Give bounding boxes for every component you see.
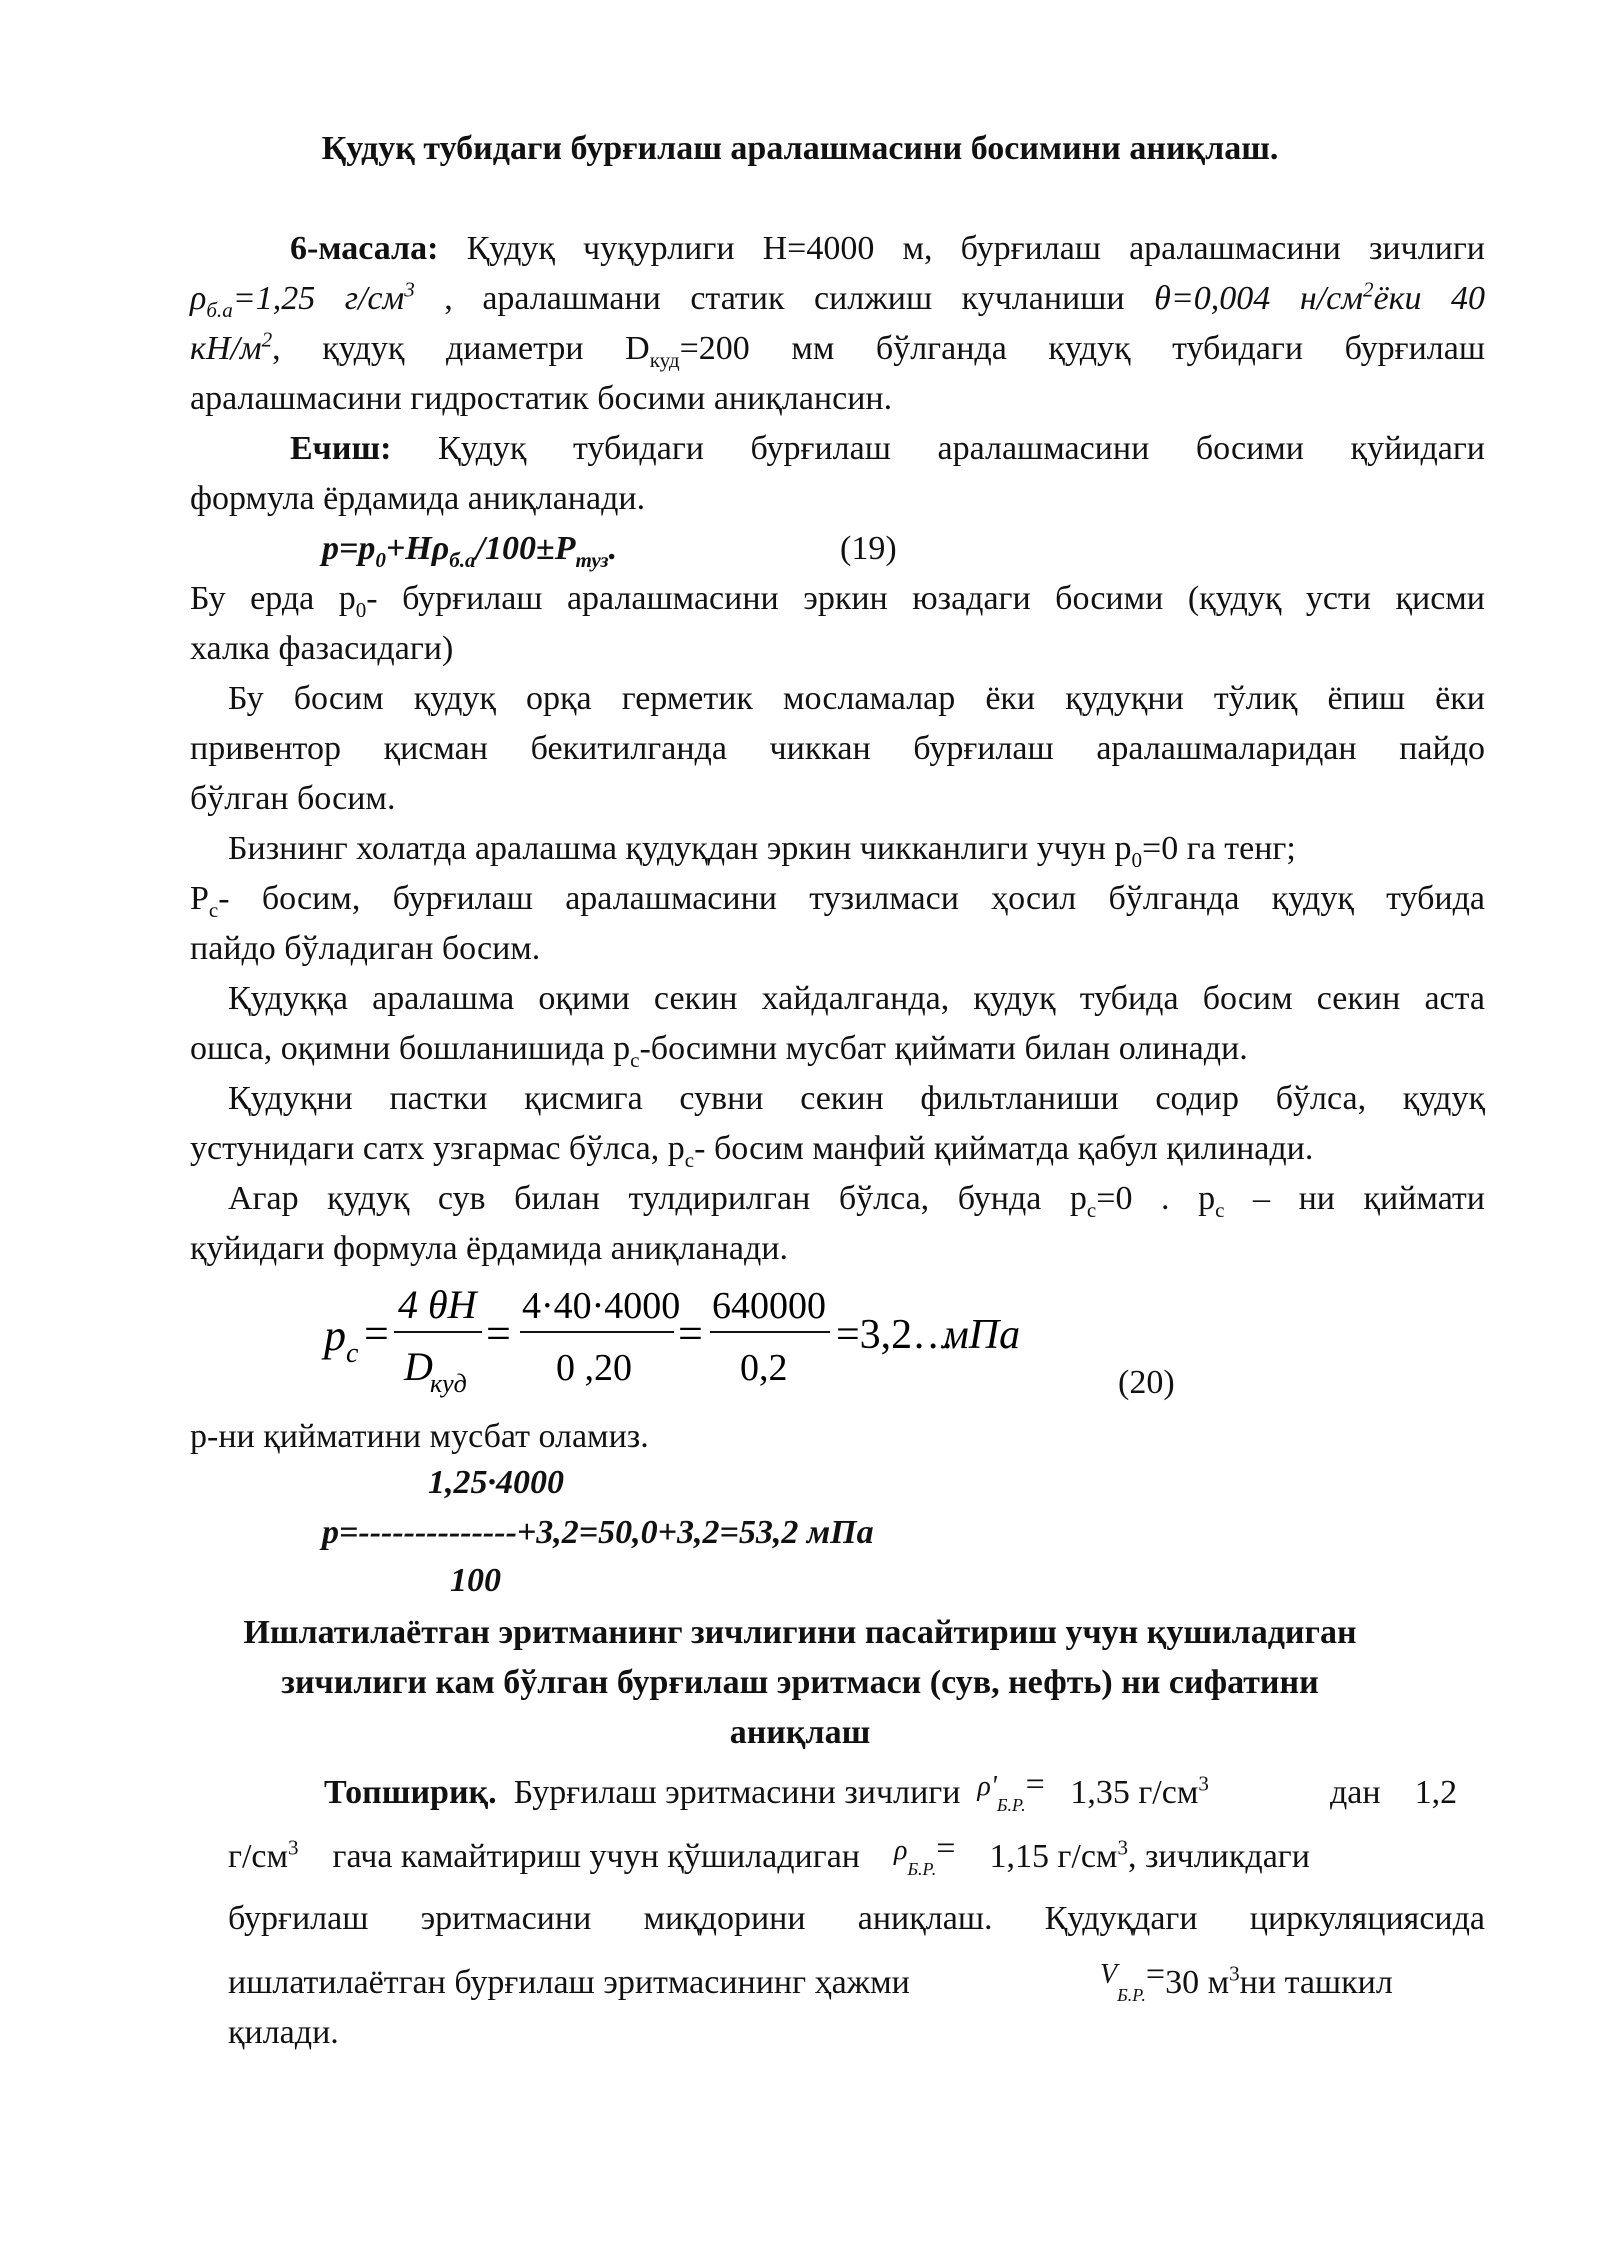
formula-19-number: (19): [840, 530, 897, 567]
f20-result: =3,2…: [836, 1312, 955, 1358]
f20-unit: мПа: [942, 1312, 1021, 1358]
task-line-1-tail: дан 1,2: [1330, 1774, 1458, 1811]
para-3-line-3: пайдо бўладиган босим.: [190, 930, 541, 967]
task-label: Топшириқ.: [324, 1774, 497, 1811]
task-line-3: бурғилаш эритмасини миқдорини аниқлаш. Қудуқдаги циркуляциясида: [228, 1900, 1485, 1937]
f20-lhs-sub: c: [346, 1338, 359, 1369]
section-title-2-line-2: зичилиги кам бўлган бурғилаш эритмаси (сув, нефть) ни сифатини: [281, 1664, 1319, 1701]
para-4-line-1: Қудуққа аралашма оқими секин хайдалганда, қудуқ тубида босим секин аста: [228, 980, 1485, 1017]
problem-line-3: $кН/м^2$, қудуқ диаметри $D_{куд}=200$ мм бўлганда қудуқ тубидаги бурғилаш: [190, 327, 1485, 372]
problem-line-2: $\rho_{б.а}=1,25$ $г/см^3$ , аралашмани статик силжиш кучланиши θ=0,004 $н/см^2ёки$ 40: [190, 277, 1486, 322]
calc-denominator: 100: [450, 1562, 501, 1599]
para-2-line-1: Бу босим қудуқ орқа герметик мосламалар ёки қудуқни тўлиқ ёпиш ёки: [228, 680, 1485, 717]
formula-19: $p=p_0+H\rho_{б.а}/100\pm P_{туз}$.: [322, 530, 618, 572]
task-line-4-tail: $^V_{Б.Р.}$=30 $м^3ни$ ташкил: [1100, 1956, 1393, 2005]
task-line-1: Топшириқ. Бурғилаш эритмасини зичлиги $^{\rho'}_{Б.Р.}$= 1,35 $г/см^3$: [324, 1766, 1209, 1815]
task-line-5: қилади.: [228, 2014, 339, 2051]
para-3-line-2: $P_c-$ босим, бурғилаш аралашмасини тузилмаси ҳосил бўлганда қудуқ тубида: [190, 880, 1485, 922]
para-p0-line-2: халка фазасидаги): [190, 630, 454, 667]
f20-num3: 640000: [712, 1285, 826, 1327]
f20-den2: 0 ,20: [556, 1347, 632, 1389]
para-p0-line-1: Бу ерда $p_0-$ бурғилаш аралашмасини эркин юзадаги босими (қудуқ усти қисми: [190, 580, 1486, 622]
para-2-line-3: бўлган босим.: [190, 780, 396, 817]
f20-eq-2: =: [486, 1309, 511, 1358]
task-line-2: $г/см^3$ гача камайтириш учун қўшиладиган $^\rho_{Б.Р.}$= 1,15 $г/см^3$, зичликдаги: [228, 1830, 1310, 1879]
solution-line-2: формула ёрдамида аниқланади.: [190, 480, 646, 517]
para-3-line-1: Бизнинг холатда аралашма қудуқдан эркин чикканлиги учун $p_0=0$ га тенг;: [228, 830, 1296, 872]
section-title-2-line-3: аниқлаш: [729, 1714, 871, 1751]
para-4-line-2: ошса, оқимни бошланишида $p_c$-босимни мусбат қиймати билан олинади.: [190, 1030, 1248, 1072]
after-formula-20: p-ни қийматини мусбат оламиз.: [190, 1418, 649, 1455]
calc-line: p=--------------+3,2=50,0+3,2=53,2 мПа: [322, 1514, 874, 1551]
f20-den1: D: [404, 1344, 433, 1389]
section-title-2-line-1: Ишлатилаётган эритманинг зичлигини пасайтириш учун қушиладиган: [243, 1614, 1357, 1651]
f20-lhs: p: [324, 1311, 346, 1360]
f20-num1: 4 θH: [398, 1282, 477, 1327]
problem-line-4: аралашмасини гидростатик босими аниқлансин.: [190, 380, 893, 417]
f20-eq-3: =: [678, 1309, 703, 1358]
task-line-4: ишлатилаётган бурғилаш эритмасининг ҳажми: [228, 1964, 910, 2001]
problem-line-1: 6-масала: Қудуқ чуқурлиги H=4000 м, бурғилаш аралашмасини зичлиги: [290, 230, 1485, 267]
f20-num2: 4·40·4000: [522, 1285, 681, 1327]
f20-den3: 0,2: [740, 1347, 788, 1389]
para-6-line-1: Агар қудуқ сув билан тулдирилган бўлса, бунда $p_c=0$ . $p_c$ – ни қиймати: [228, 1180, 1485, 1222]
calc-numerator: 1,25·4000: [428, 1464, 564, 1501]
section-title-1: Қудуқ тубидаги бурғилаш аралашмасини босимини аниқлаш.: [321, 130, 1279, 167]
formula-20-number: (20): [1118, 1364, 1175, 1401]
f20-den1-sub: куд: [430, 1369, 467, 1398]
para-5-line-1: Қудуқни пастки қисмига сувни секин фильтланиши содир бўлса, қудуқ: [228, 1080, 1485, 1117]
problem-label: 6-масала:: [290, 230, 439, 267]
solution-line-1: Ечиш: Қудуқ тубидаги бурғилаш аралашмасини босими қуйидаги: [290, 430, 1485, 467]
formula-20: [300, 1270, 1200, 1410]
para-5-line-2: устунидаги сатх узгармас бўлса, $p_c-$ босим манфий қийматда қабул қилинади.: [190, 1130, 1314, 1172]
f20-eq-1: =: [364, 1309, 389, 1358]
solution-label: Ечиш:: [290, 430, 392, 467]
para-6-line-2: қуйидаги формула ёрдамида аниқланади.: [190, 1230, 789, 1267]
para-2-line-2: привентор қисман бекитилганда чиккан бурғилаш аралашмаларидан пайдо: [190, 730, 1485, 767]
